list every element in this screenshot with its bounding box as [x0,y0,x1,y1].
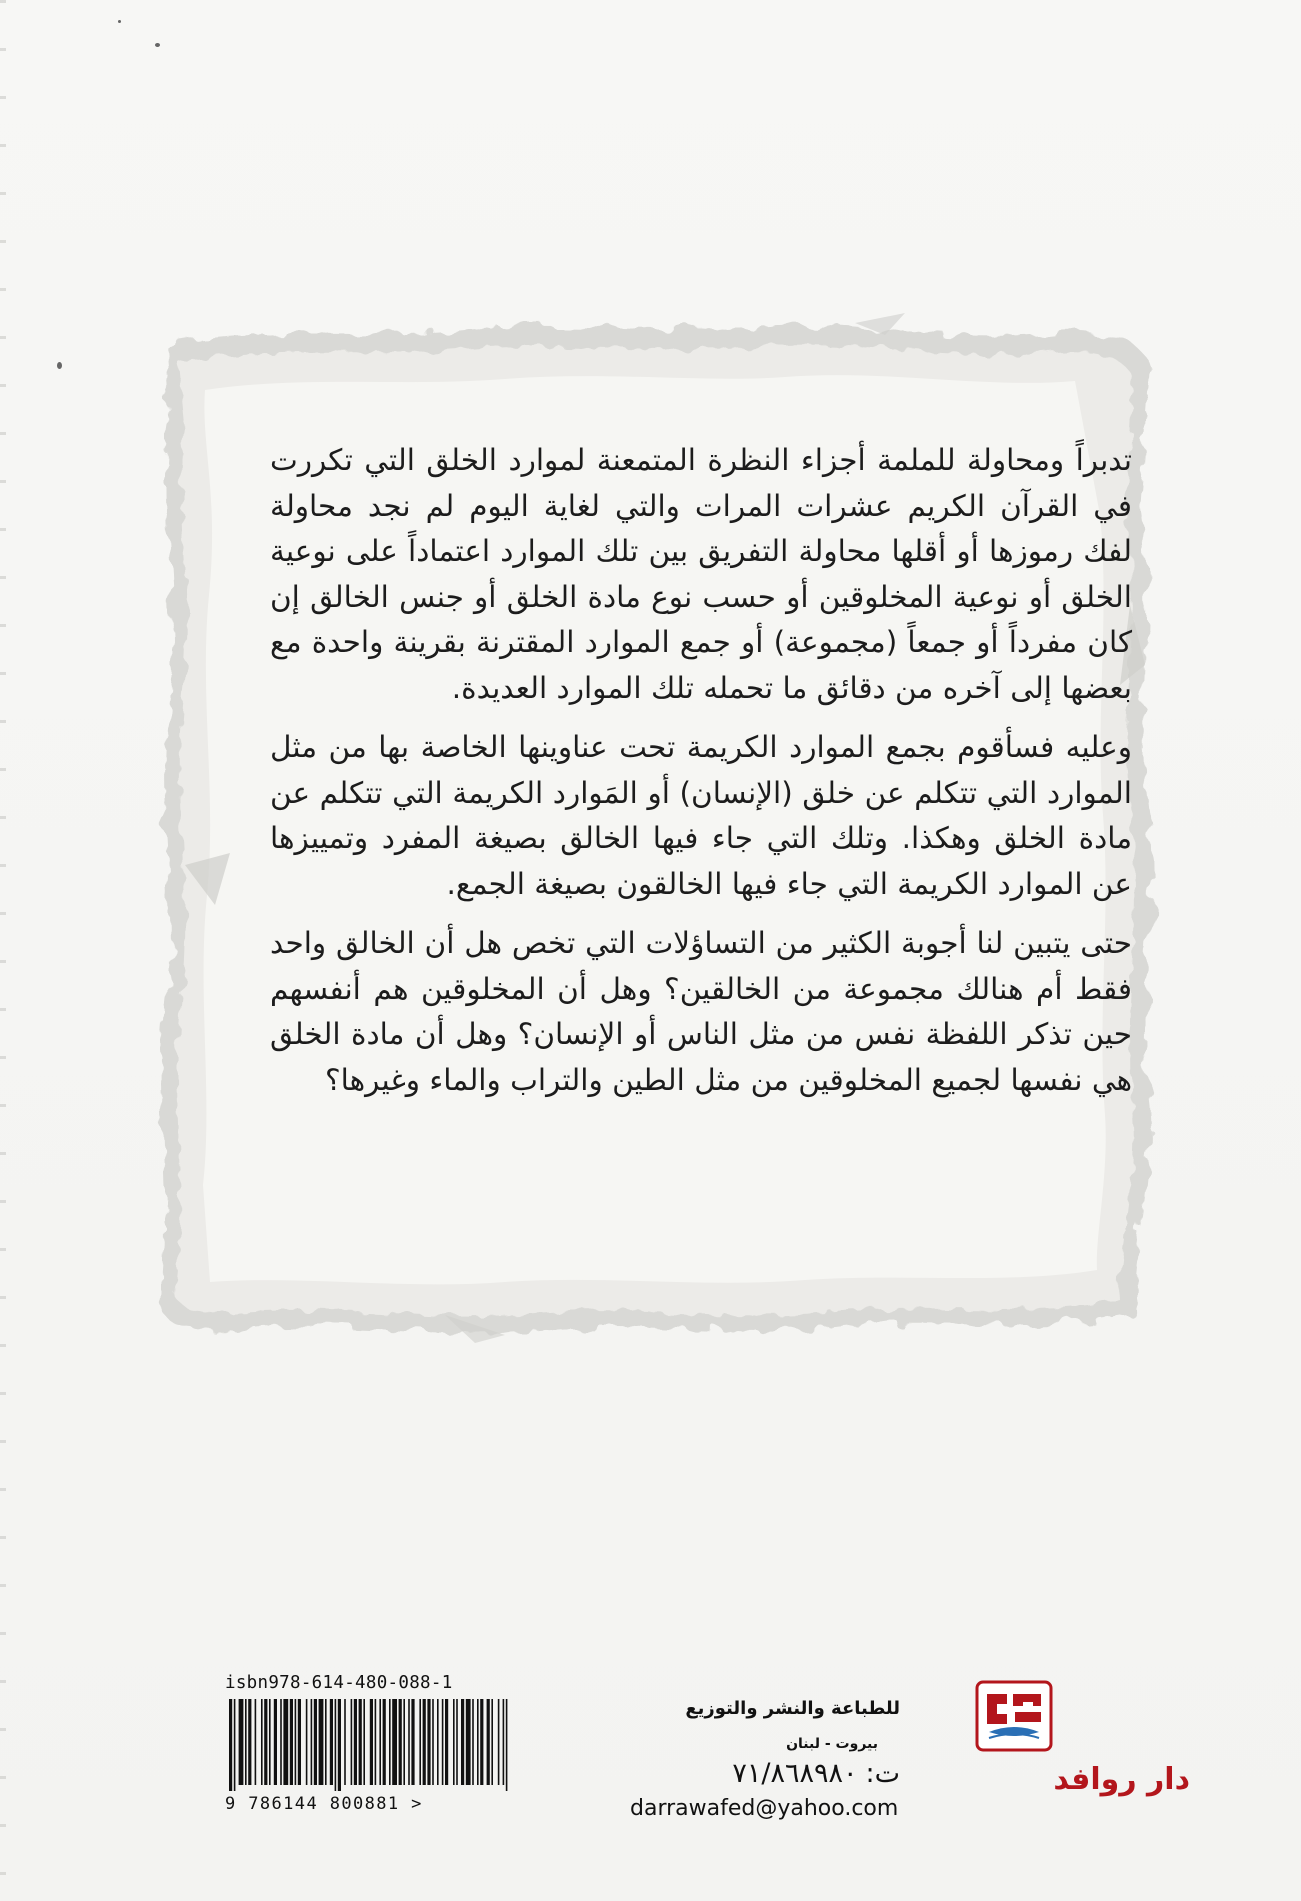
phone-number: ٧١/٨٦٨٩٨٠ [732,1758,858,1789]
publisher-block [630,1680,1220,1830]
barcode-bar [255,1699,257,1785]
barcode-bar [325,1699,327,1785]
dust-speck [118,20,121,23]
barcode-bar [370,1699,373,1785]
barcode-bar [261,1699,263,1785]
barcode-bar [477,1699,479,1785]
barcode-bar [453,1699,455,1785]
barcode-bar [472,1699,474,1785]
back-cover-blurb [270,438,1132,1117]
barcode-bar [408,1699,410,1785]
barcode-bar [239,1699,244,1785]
publisher-name: دار روافد [1053,1762,1190,1797]
barcode-bar [338,1699,341,1791]
barcode-bar [419,1699,421,1785]
barcode-bar [245,1699,247,1785]
barcode-bar [399,1699,402,1785]
barcode-bar [330,1699,333,1785]
publisher-phone [650,1758,900,1789]
barcode-bar [456,1699,458,1785]
barcode-bar [306,1699,308,1785]
binding-edge [0,0,6,1901]
publisher-location: بيروت - لبنان [786,1736,878,1752]
barcode-bar [427,1699,430,1785]
barcode-bar [389,1699,391,1785]
publisher-email: darrawafed@yahoo.com [630,1796,899,1821]
barcode-bar [335,1699,337,1791]
barcode-bars [225,1699,515,1794]
barcode-bar [375,1699,377,1785]
barcode-bar [466,1699,471,1785]
barcode-bar [506,1699,508,1791]
blurb-paragraph-1: تدبراً ومحاولة للملمة أجزاء النظرة المتمعنة لموارد الخلق التي تكررت في القرآن الكريم عشرات المرات والتي لغاية اليوم لم نجد محاولة لفك رموزها أو أقلها محاولة التفريق بين تلك الموارد اعتماداً على نوعية الخلق أو نوعية المخلوقين أو حسب نوع مادة الخلق أو جنس الخالق إن كان مفرداً أو جمعاً (مجموعة) أو جمع الموارد المقترنة بقرينة واحدة مع بعضها إلى آخره من دقائق ما تحمله تلك الموارد العديدة. [270,443,1132,705]
blurb-paragraph-3: حتى يتبين لنا أجوبة الكثير من التساؤلات التي تخص هل أن الخالق واحد فقط أم هنالك مجموعة من الخالقين؟ وهل أن المخلوقين هم أنفسهم حين تذكر اللفظة نفس من مثل الناس أو الإنسان؟ وهل أن مادة الخلق هي نفسها لجميع المخلوقين من مثل الطين والتراب والماء وغيرها؟ [270,926,1132,1097]
barcode-bar [383,1699,386,1785]
barcode-bar [290,1699,293,1785]
barcode-bar [314,1699,317,1785]
blurb-paragraph-2: وعليه فسأقوم بجمع الموارد الكريمة تحت عناوينها الخاصة بها من مثل الموارد التي تتكلم عن خلق (الإنسان) أو المَوارد الكريمة التي تتكلم عن مادة الخلق وهكذا. وتلك التي جاء فيها الخالق بصيغة المفرد وتمييزها عن الموارد الكريمة التي جاء فيها الخالقون بصيغة الجمع. [270,730,1132,901]
barcode-bar [403,1699,405,1785]
barcode-bar [351,1699,353,1785]
publisher-logo-icon [975,1680,1053,1752]
barcode-bar [234,1699,236,1791]
barcode-bar [280,1699,282,1785]
barcode-bar [354,1699,357,1785]
barcode-bar [423,1699,426,1785]
barcode-bar [445,1699,448,1785]
barcode-bar [229,1699,232,1791]
barcode-bar [498,1699,500,1785]
barcode-bar [491,1699,493,1785]
phone-label: ت: [865,1758,900,1789]
isbn-label: isbn978-614-480-088-1 [225,1673,453,1693]
dust-speck [155,43,160,47]
barcode-bar [269,1699,271,1785]
barcode-bar [295,1699,297,1785]
isbn-digits: 9 786144 800881 > [225,1794,423,1814]
isbn-barcode [225,1673,525,1818]
publisher-tagline: للطباعة والنشر والتوزيع [685,1698,900,1719]
barcode-bar [503,1699,505,1785]
barcode-bar [480,1699,483,1785]
barcode-bar [264,1699,267,1785]
barcode-bar [432,1699,434,1785]
barcode-bar [319,1699,324,1785]
barcode-bar [311,1699,313,1785]
dust-speck [57,362,62,369]
barcode-bar [344,1699,346,1785]
barcode-bar [487,1699,490,1785]
barcode-bar [392,1699,397,1785]
barcode-bar [363,1699,365,1785]
barcode-bar [437,1699,439,1785]
barcode-bar [442,1699,444,1785]
barcode-bar [379,1699,381,1785]
barcode-bar [461,1699,464,1785]
barcode-bar [411,1699,414,1785]
barcode-bar [298,1699,301,1785]
barcode-bar [274,1699,277,1785]
barcode-bar [283,1699,288,1785]
barcode-bar [359,1699,362,1785]
barcode-bar [248,1699,251,1785]
